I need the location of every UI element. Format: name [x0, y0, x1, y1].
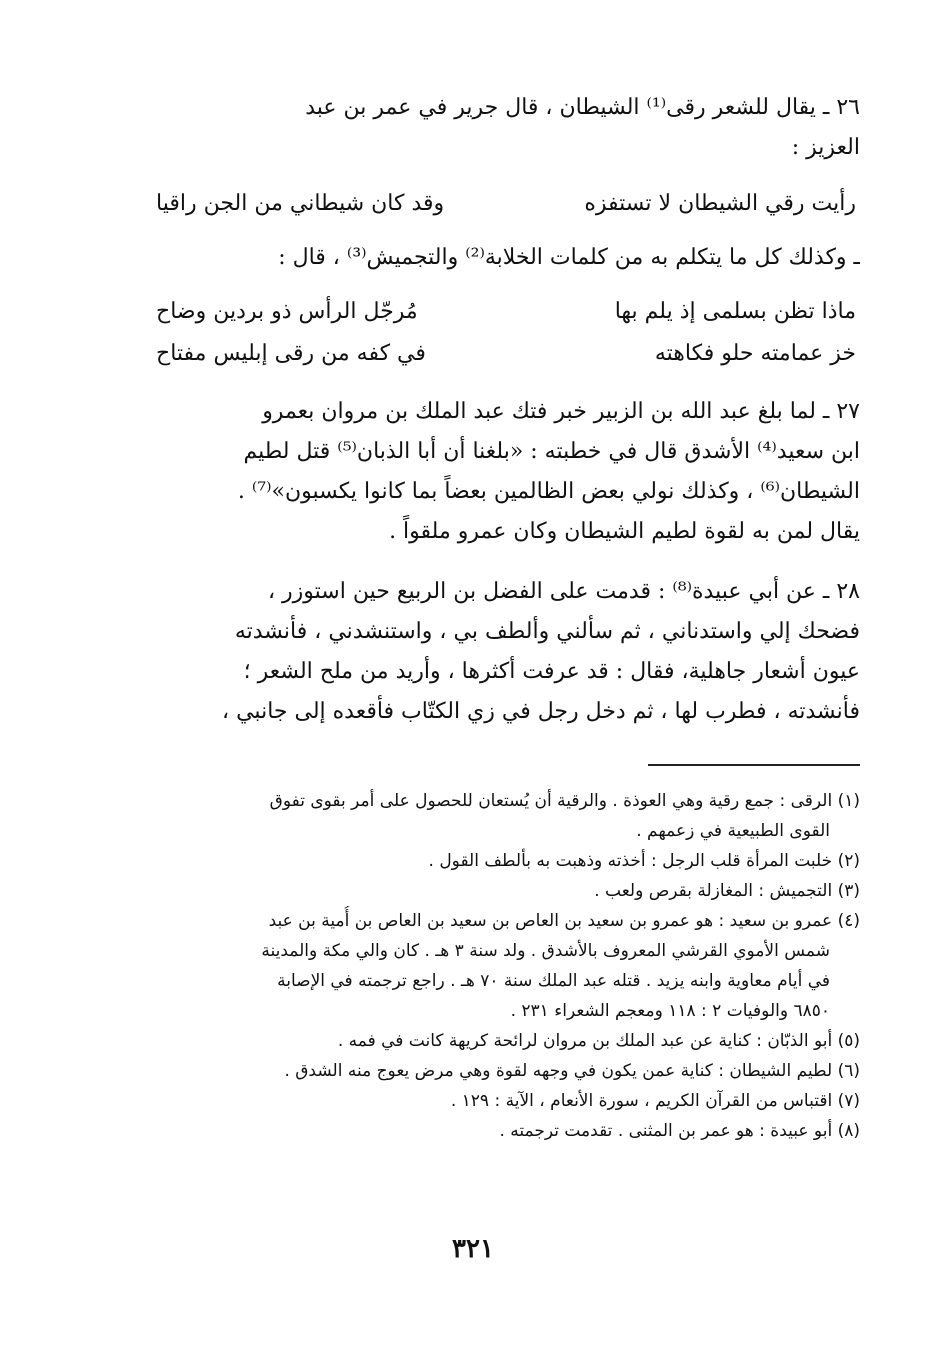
footnote-8 — [160, 1116, 860, 1146]
footnote-line: (٢) خلبت المرأة قلب الرجل : أخذته وذهبت به بألطف القول . — [428, 851, 860, 871]
footnote-line: (٧) اقتباس من القرآن الكريم ، سورة الأنعام ، الآية : ١٢٩ . — [450, 1091, 860, 1111]
footnote-1 — [160, 786, 860, 846]
verse-line — [156, 184, 856, 224]
paragraph-27 — [160, 392, 860, 552]
footnote-3 — [160, 876, 860, 906]
paragraph-26 — [160, 88, 860, 168]
verse-second-hemistich: مُرجّل الرأس ذو بردين وضاح — [156, 299, 418, 324]
verse-first-hemistich: خز عمامته حلو فكاهته — [654, 341, 856, 366]
paragraph-line: ابن سعيد⁽⁴⁾ الأشدق قال في خطبته : «بلغنا أن أبا الذبان⁽⁵⁾ قتل لطيم — [243, 439, 860, 464]
paragraph-line: يقال لمن به لقوة لطيم الشيطان وكان عمرو ملقواً . — [389, 519, 860, 544]
footnote-line: (٥) أبو الذبّان : كناية عن عبد الملك بن مروان لرائحة كريهة كانت في فمه . — [337, 1031, 860, 1051]
paragraph-line: ٢٨ ـ عن أبي عبيدة⁽⁸⁾ : قدمت على الفضل بن الربيع حين استوزر ، — [267, 579, 860, 604]
paragraph-line: ٢٦ ـ يقال للشعر رقى⁽¹⁾ الشيطان ، قال جرير في عمر بن عبد — [305, 95, 860, 120]
footnote-2 — [160, 846, 860, 876]
page-number: ٣٢١ — [452, 1234, 494, 1264]
footnote-line: (٣) التجميش : المغازلة بقرص ولعب . — [594, 881, 860, 901]
paragraph-26-continuation — [160, 238, 860, 278]
footnote-4 — [160, 906, 860, 1026]
paragraph-line: فضحك إلي واستدناني ، ثم سألني وألطف بي ، واستنشدني ، فأنشدته — [234, 619, 860, 644]
paragraph-line: فأنشدته ، فطرب لها ، ثم دخل رجل في زي الكتّاب فأقعده إلى جانبي ، — [222, 699, 860, 724]
footnote-line: (١) الرقى : جمع رقية وهي العوذة . والرقية أن يُستعان للحصول على أمر بقوى تفوق — [269, 791, 860, 811]
paragraph-line: الشيطان⁽⁶⁾ ، وكذلك نولي بعض الظالمين بعضاً بما كانوا يكسبون»⁽⁷⁾ . — [237, 479, 860, 504]
footnote-line: (٤) عمرو بن سعيد : هو عمرو بن سعيد بن العاص بن سعيد بن العاص بن أُمية بن عبد — [268, 911, 860, 931]
footnote-line: في أيام معاوية وابنه يزيد . قتله عبد الملك سنة ٧٠ هـ . راجع ترجمته في الإصابة — [277, 971, 830, 991]
paragraph-line: ـ وكذلك كل ما يتكلم به من كلمات الخلابة⁽²⁾ والتجميش⁽³⁾ ، قال : — [278, 245, 860, 270]
paragraph-line: ٢٧ ـ لما بلغ عبد الله بن الزبير خبر فتك عبد الملك بن مروان بعمرو — [262, 399, 860, 424]
verse-line — [156, 292, 856, 332]
verse-line — [156, 334, 856, 374]
paragraph-line: عيون أشعار جاهلية، فقال : قد عرفت أكثرها ، وأريد من ملح الشعر ؛ — [243, 659, 860, 684]
footnote-line: (٦) لطيم الشيطان : كناية عمن يكون في وجهه لقوة وهي مرض يعوج منه الشدق . — [284, 1061, 860, 1081]
footnote-line: (٨) أبو عبيدة : هو عمر بن المثنى . تقدمت ترجمته . — [499, 1121, 860, 1141]
footnotes — [160, 786, 860, 1146]
footnote-6 — [160, 1056, 860, 1086]
verse-first-hemistich: ماذا تظن بسلمى إذ يلم بها — [614, 299, 856, 324]
footnote-line: ٦٨٥٠ والوفيات ٢ : ١١٨ ومعجم الشعراء ٢٣١ . — [510, 1001, 830, 1021]
verse-second-hemistich: وقد كان شيطاني من الجن راقيا — [156, 191, 445, 216]
verse-second-hemistich: في كفه من رقى إبليس مفتاح — [156, 341, 426, 366]
footnote-line: شمس الأموي القرشي المعروف بالأشدق . ولد سنة ٣ هـ . كان والي مكة والمدينة — [261, 941, 830, 961]
paragraph-28 — [160, 572, 860, 732]
footnote-line: القوى الطبيعية في زعمهم . — [636, 821, 830, 841]
verse-first-hemistich: رأيت رقي الشيطان لا تستفزه — [584, 191, 856, 216]
paragraph-line: العزيز : — [791, 135, 860, 160]
footnote-7 — [160, 1086, 860, 1116]
footnote-5 — [160, 1026, 860, 1056]
footnote-separator — [648, 764, 860, 766]
